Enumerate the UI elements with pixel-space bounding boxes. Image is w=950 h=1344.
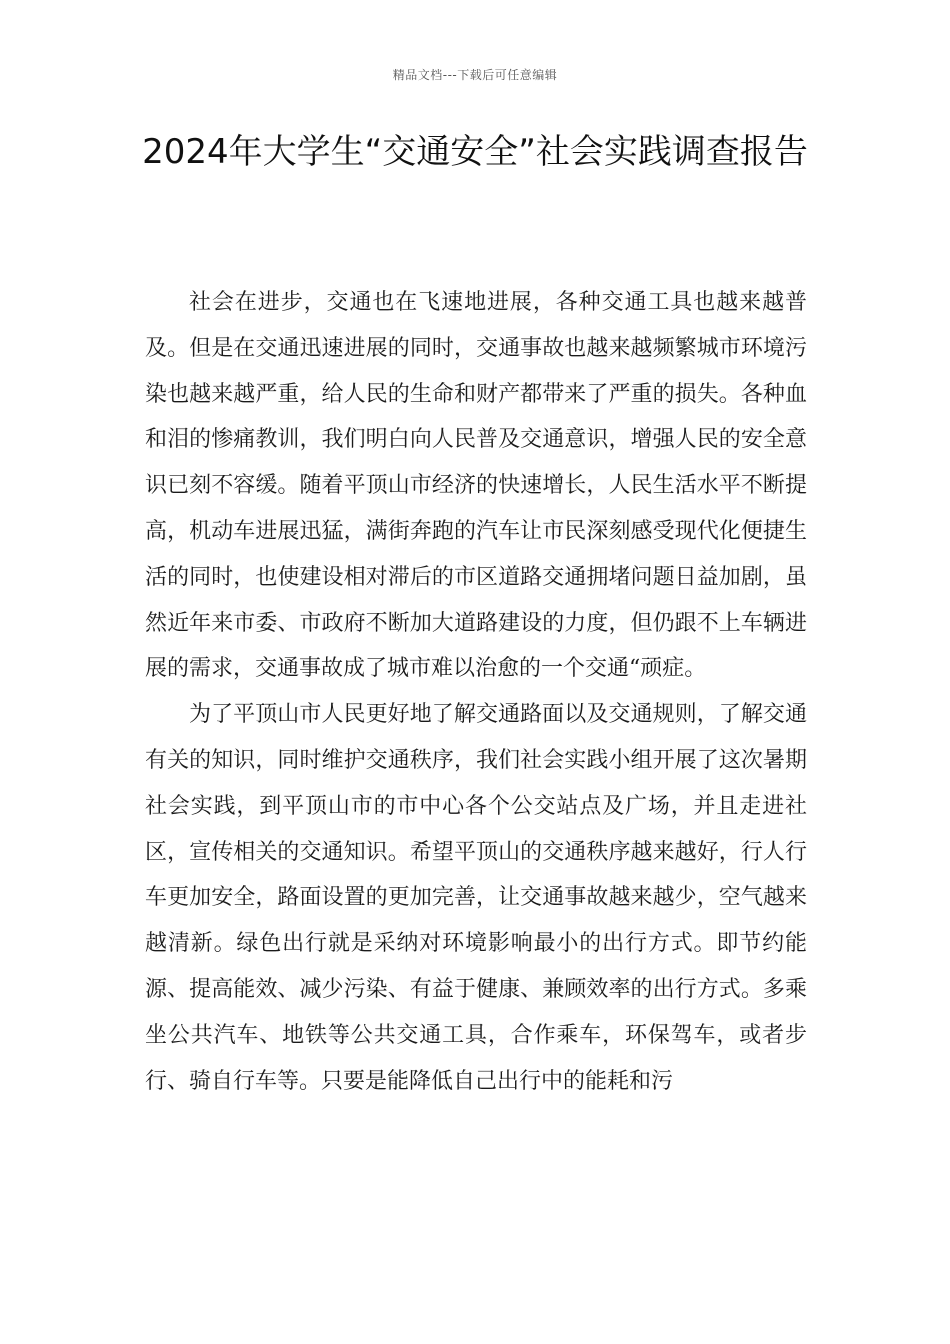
document-title: 2024年大学生“交通安全”社会实践调查报告 xyxy=(142,132,808,172)
paragraph-1: 社会在进步，交通也在飞速地进展，各种交通工具也越来越普及。但是在交通迅速进展的同时，交通事故也越来越频繁城市环境污染也越来越严重，给人民的生命和财产都带来了严重的损失。各种血和泪的惨痛教训，我们明白向人民普及交通意识，增强人民的安全意识已刻不容缓。随着平顶山市经济的快速增长，人民生活水平不断提高，机动车进展迅猛，满街奔跑的汽车让市民深刻感受现代化便捷生活的同时，也使建设相对滞后的市区道路交通拥堵问题日益加剧，虽然近年来市委、市政府不断加大道路建设的力度，但仍跟不上车辆进展的需求，交通事故成了城市难以治愈的一个交通“顽症。 xyxy=(145,290,807,682)
body-text xyxy=(145,280,807,1104)
header-note: 精品文档---下载后可任意编辑 xyxy=(392,68,558,82)
paragraph-2: 为了平顶山市人民更好地了解交通路面以及交通规则，了解交通有关的知识，同时维护交通秩序，我们社会实践小组开展了这次暑期社会实践，到平顶山市的市中心各个公交站点及广场，并且走进社区，宣传相关的交通知识。希望平顶山的交通秩序越来越好，行人行车更加安全，路面设置的更加完善，让交通事故越来越少，空气越来越清新。绿色出行就是采纳对环境影响最小的出行方式。即节约能源、提高能效、减少污染、有益于健康、兼顾效率的出行方式。多乘坐公共汽车、地铁等公共交通工具，合作乘车，环保驾车，或者步行、骑自行车等。只要是能降低自己出行中的能耗和污 xyxy=(145,702,807,1094)
